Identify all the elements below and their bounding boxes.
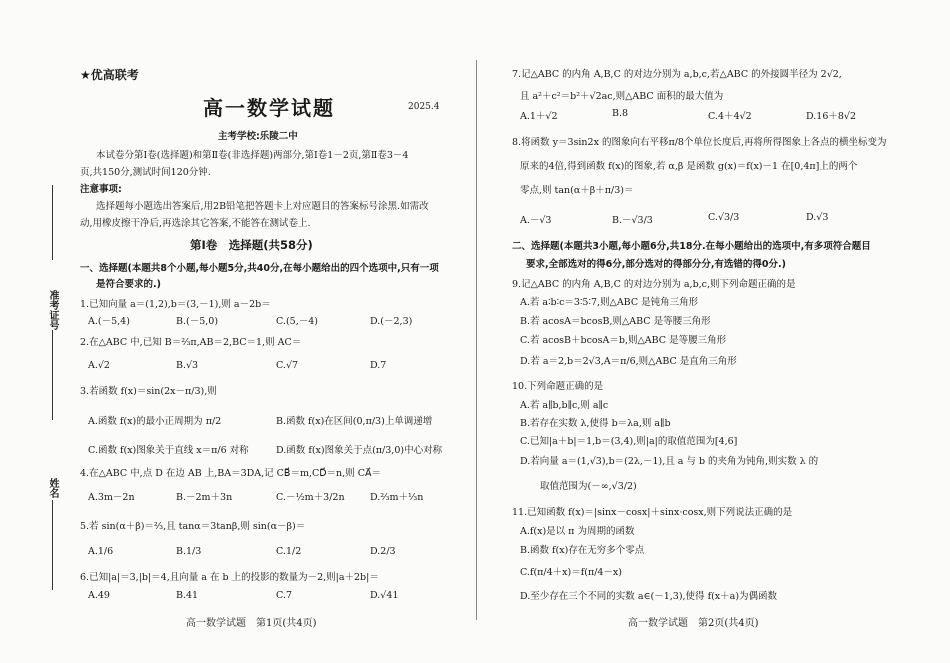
option-c: C.函数 f(x)图象关于直线 x＝π/6 对称 [88,445,249,456]
host-school: 主考学校:乐陵二中 [218,131,298,142]
section-instruction: 是符合要求的.) [96,279,161,290]
question-stem: 8.将函数 y＝3sin2x 的图象向右平移π/8个单位长度后,再将所得图象上各点的横坐标变为 [512,137,887,148]
option-d: D.若 a＝2,b＝2√3,A＝π/6,则△ABC 是直角三角形 [520,356,737,367]
option-c: C.已知|a＋b|＝1,b＝(3,4),则|a|的取值范围为[4,6] [520,436,738,447]
option-a: A.49 [88,590,110,601]
option-a: A.1＋√2 [520,111,558,122]
option-d: D.√41 [370,590,399,601]
option-b: B.－2m＋3n [176,492,233,503]
question-stem: 零点,则 tan(α＋β＋π/3)＝ [520,185,634,196]
option-d-cont: 取值范围为(－∞,√3/2) [540,481,637,492]
option-b: B.若 acosA＝bcosB,则△ABC 是等腰三角形 [520,316,711,327]
option-c: C.√3/3 [708,212,740,223]
option-d: D.(－2,3) [370,316,413,327]
option-a: A.－√3 [520,215,552,226]
question-stem: 9.记△ABC 的内角 A,B,C 的对边分别为 a,b,c,则下列命题正确的是 [512,279,796,290]
question-stem: 2.在△ABC 中,已知 B＝⅔π,AB＝2,BC＝1,则 AC＝ [80,337,302,348]
option-b: B.(－5,0) [176,316,219,327]
option-a: A.1/6 [88,546,114,557]
binding-line [52,185,53,260]
binding-line [52,500,53,590]
option-b: B.√3 [176,360,199,371]
option-b: B.函数 f(x)存在无穷多个零点 [520,545,645,556]
option-d: D.7 [370,360,387,371]
option-b: B.8 [612,108,629,119]
page-divider [476,60,477,620]
question-stem: 5.若 sin(α＋β)＝⅔,且 tanα＝3tanβ,则 sin(α－β)＝ [80,521,306,532]
question-stem: 且 a²＋c²＝b²＋√2ac,则△ABC 面积的最大值为 [520,91,724,102]
option-a: A.√2 [88,360,110,371]
intro-line: 本试卷分第Ⅰ卷(选择题)和第Ⅱ卷(非选择题)两部分,第Ⅰ卷1－2页,第Ⅱ卷3－4 [96,150,409,161]
question-stem: 3.若函数 f(x)＝sin(2x－π/3),则 [80,386,217,397]
option-b: B.若存在实数 λ,使得 b＝λa,则 a∥b [520,418,671,429]
section-instruction: 二、选择题(本题共3小题,每小题6分,共18分.在每小题给出的选项中,有多项符合题目 [512,241,871,252]
option-c: C.1/2 [276,546,302,557]
note-line: 选择题每小题选出答案后,用2B铅笔把答题卡上对应题目的答案标号涂黑.如需改 [96,201,429,212]
question-stem: 7.记△ABC 的内角 A,B,C 的对边分别为 a,b,c,若△ABC 的外接圆半径为 2√2, [512,69,842,80]
option-a: A.函数 f(x)的最小正周期为 π/2 [88,416,222,427]
question-stem: 原来的4倍,得到函数 f(x)的图象,若 α,β 是函数 g(x)＝f(x)－1 在[0,4π]上的两个 [520,161,858,172]
option-a: A.若 a∥b,b∥c,则 a∥c [520,400,609,411]
option-c: C.7 [276,590,292,601]
exam-number-label: 准考证号 [47,290,58,330]
binding-line [52,330,53,420]
option-d: D.⅔m＋⅓n [370,492,424,503]
section-instruction: 一、选择题(本题共8个小题,每小题5分,共40分,在每小题给出的四个选项中,只有一项 [80,263,439,274]
page-footer: 高一数学试题 第1页(共4页) [186,618,317,629]
section-instruction: 要求,全部选对的得6分,部分选对的得部分分,有选错的得0分.) [526,259,786,270]
question-stem: 6.已知|a|＝3,|b|＝4,且向量 a 在 b 上的投影的数量为－2,则|a＋2b|＝ [80,572,379,583]
question-stem: 11.已知函数 f(x)＝|sinx－cosx|＋sinx·cosx,则下列说法正确的是 [512,507,793,518]
option-a: A.f(x)是以 π 为周期的函数 [520,526,635,537]
exam-date: 2025.4 [408,102,440,112]
option-c: C.f(π/4＋x)＝f(π/4－x) [520,567,622,578]
option-a: A.(－5,4) [88,316,130,327]
option-d: D.函数 f(x)图象关于点(π/3,0)中心对称 [276,445,443,456]
note-line: 动,用橡皮擦干净后,再选涂其它答案,不能答在测试卷上. [80,218,311,229]
option-d: D.至少存在三个不同的实数 a∈(－1,3),使得 f(x＋a)为偶函数 [520,591,778,602]
option-d: D.16＋8√2 [806,111,857,122]
option-b: B.1/3 [176,546,202,557]
question-stem: 1.已知向量 a＝(1,2),b＝(3,－1),则 a－2b＝ [80,299,271,310]
option-d: D.若向量 a＝(1,√3),b＝(2λ,－1),且 a 与 b 的夹角为钝角,则实数 λ 的 [520,456,819,467]
option-b: B.函数 f(x)在区间(0,π/3)上单调递增 [276,416,433,427]
option-c: C.√7 [276,360,299,371]
option-a: A.若 a∶b∶c＝3∶5∶7,则△ABC 是钝角三角形 [520,297,699,308]
page-footer: 高一数学试题 第2页(共4页) [628,618,759,629]
exam-badge: ★优高联考 [80,68,139,82]
name-label: 姓名 [47,478,58,498]
option-c: C.(5,－4) [276,316,318,327]
option-b: B.41 [176,590,199,601]
option-c: C.－½m＋3/2n [276,492,345,503]
part1-heading: 第Ⅰ卷 选择题(共58分) [190,238,313,252]
question-stem: 4.在△ABC 中,点 D 在边 AB 上,BA＝3DA,记 CB⃗＝m,CD⃗＝n,则 CA⃗＝ [80,468,381,479]
option-c: C.若 acosB＋bcosA＝b,则△ABC 是等腰三角形 [520,335,727,346]
option-c: C.4＋4√2 [708,111,752,122]
option-d: D.2/3 [370,546,396,557]
intro-line: 页,共150分,测试时间120分钟. [80,167,211,178]
option-a: A.3m－2n [88,492,135,503]
page-title: 高一数学试题 [203,96,335,120]
question-stem: 10.下列命题正确的是 [512,381,604,392]
option-d: D.√3 [806,212,829,223]
notes-title: 注意事项: [80,184,122,195]
option-b: B.－√3/3 [612,215,653,226]
